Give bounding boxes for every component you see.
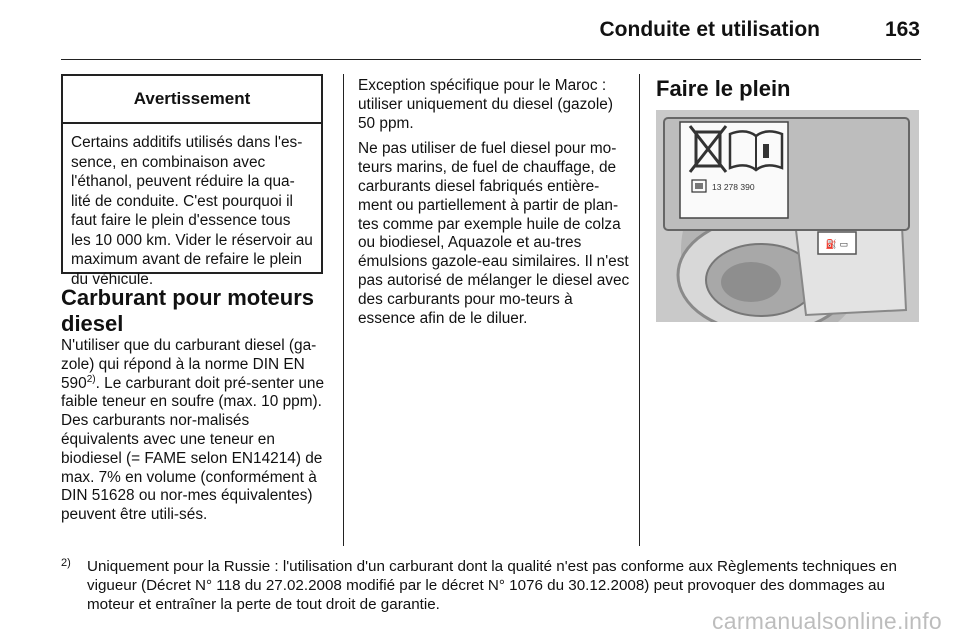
warning-text: Certains additifs utilisés dans l'es-sence, en combinaison avec l'éthanol, peuvent réduire la qua-lité de conduite. C'est pourquoi il faut faire le plein d'essence tous les 10 000 km. Vider le réservoir au maximum avant de refaire le plein du véhicule. bbox=[71, 134, 313, 288]
morocco-exception: Exception spécifique pour le Maroc : utiliser uniquement du diesel (gazole) 50 ppm. bbox=[358, 77, 613, 132]
diesel-paragraph bbox=[61, 337, 329, 525]
door-label bbox=[818, 232, 856, 254]
warning-box bbox=[61, 74, 323, 288]
footnote-mark: 2) bbox=[61, 557, 71, 569]
header-rule bbox=[61, 59, 921, 60]
no-ethanol-pump-icon bbox=[690, 126, 726, 172]
watermark: carmanualsonline.info bbox=[711, 608, 942, 634]
refuel-heading: Faire le plein bbox=[656, 76, 791, 101]
page-number: 163 bbox=[884, 18, 920, 41]
footnote-ref: 2) bbox=[86, 373, 96, 385]
fuel-restriction: Ne pas utiliser de fuel diesel pour mo-teurs marins, de fuel de chauffage, de carburants diesel fabriqués entière-ment ou partiellement à partir de plan-tes comme par exemple huile de colza ou biodiesel, Aquazole et au-tres émulsions gazole-eau similaires. Il n'est pas autorisé de mélanger le diesel avec des carburants pour mo-teurs à essence afin de le diluer. bbox=[358, 140, 630, 327]
diesel-text-part2: . Le carburant doit pré-senter une faible teneur en soufre (max. 10 ppm). Des carburants nor-malisés équivalents avec une teneur en biodiesel (= FAME selon EN14214) de max. 7% en volume (conformément à DIN 51628 ou nor-mes équivalentes) peuvent être utili-sés. bbox=[61, 374, 325, 524]
label-number: 13 278 390 bbox=[712, 182, 755, 192]
diesel-text-part1: N'utiliser que du carburant diesel (ga-zole) qui répond à la norme DIN EN 590 bbox=[61, 337, 317, 392]
footnote-text: Uniquement pour la Russie : l'utilisation d'un carburant dont la qualité n'est pas conforme aux Règlements techniques en vigueur (Décret N° 118 du 27.02.2008 modifié par le décret N° 1076 du 30.12.2008) peut provoquer des dommages au moteur et entraîner la perte de tout droit de garantie. bbox=[87, 558, 897, 613]
diesel-heading: Carburant pour moteurs diesel bbox=[61, 285, 315, 336]
page-header-title: Conduite et utilisation bbox=[599, 18, 820, 41]
fuel-filler-figure bbox=[656, 110, 919, 322]
column-divider-1 bbox=[343, 74, 344, 546]
column-divider-2 bbox=[639, 74, 640, 546]
warning-title: Avertissement bbox=[63, 76, 321, 124]
svg-text:⛽ ▭: ⛽ ▭ bbox=[825, 239, 849, 249]
col2-text bbox=[358, 77, 630, 335]
